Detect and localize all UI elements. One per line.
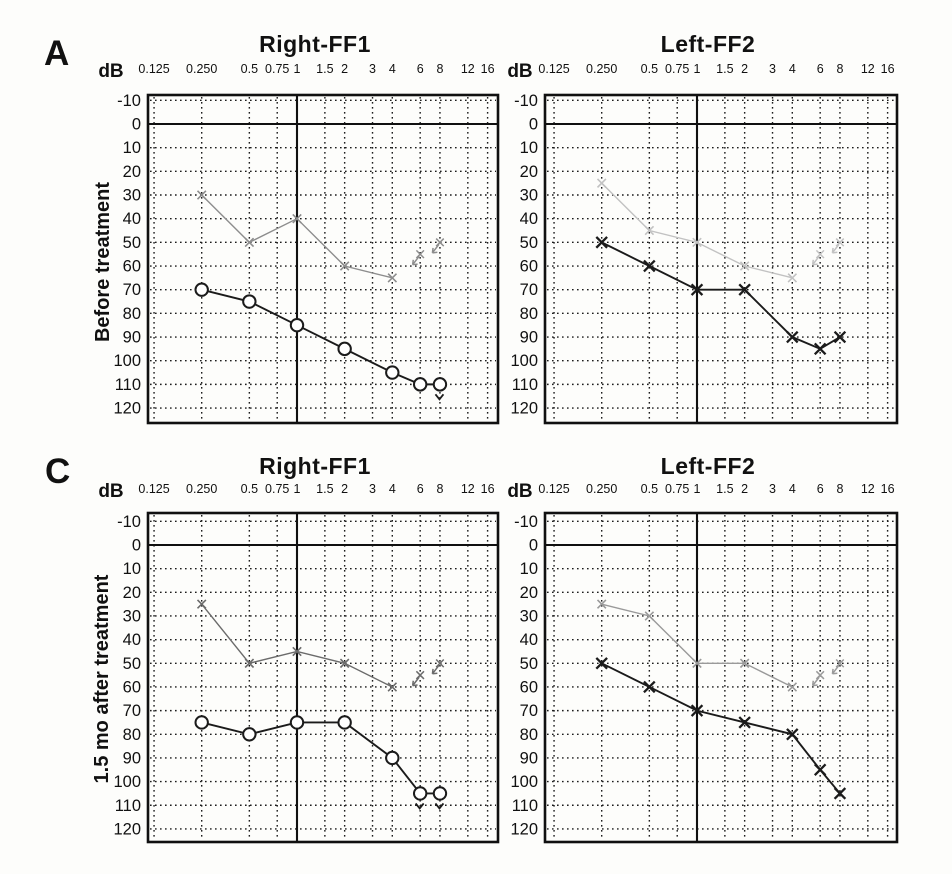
freq-tick-label: 2 (741, 62, 749, 76)
db-tick-label: 90 (122, 749, 141, 768)
circle-marker (196, 716, 208, 728)
freq-tick-label: 0.75 (665, 62, 690, 76)
db-tick-label: 60 (519, 257, 538, 276)
freq-tick-label: 0.75 (265, 482, 290, 496)
db-tick-label: 40 (519, 210, 538, 229)
freq-tick-label: 0.75 (665, 482, 690, 496)
db-tick-label: 10 (519, 139, 538, 158)
panel-title-a-right: Right-FF1 (259, 31, 371, 57)
panel-a-right-ff1 (113, 62, 498, 423)
freq-tick-label: 0.125 (538, 482, 570, 496)
freq-tick-label: 1.5 (316, 482, 334, 496)
db-tick-label: 50 (122, 233, 141, 252)
freq-tick-label: 0.5 (640, 482, 659, 496)
freq-tick-label: 4 (788, 482, 796, 496)
db-tick-label: 40 (122, 210, 141, 229)
freq-tick-label: 0.250 (186, 482, 218, 496)
freq-tick-label: 0.5 (640, 62, 659, 76)
db-tick-label: 100 (113, 773, 141, 792)
db-tick-label: 90 (519, 328, 538, 347)
db-tick-label: 0 (528, 115, 538, 134)
freq-tick-label: 2 (341, 62, 349, 76)
freq-tick-label: 0.5 (240, 482, 259, 496)
series-line-black-X-curve (602, 663, 840, 793)
db-tick-label: 20 (519, 583, 538, 602)
db-tick-label: 30 (122, 607, 141, 626)
db-tick-label: 80 (519, 725, 538, 744)
circle-marker (414, 787, 426, 799)
circle-marker (196, 283, 208, 295)
freq-tick-label: 12 (860, 482, 875, 496)
db-tick-label: 0 (131, 115, 141, 134)
panel-letter-a: A (44, 34, 70, 73)
db-tick-label: 10 (122, 139, 141, 158)
db-tick-label: 100 (510, 773, 538, 792)
db-tick-label: 10 (122, 560, 141, 579)
db-tick-label: 80 (519, 304, 538, 323)
db-tick-label: 90 (122, 328, 141, 347)
freq-tick-label: 1 (693, 482, 701, 496)
circle-marker (243, 728, 255, 740)
db-tick-label: 110 (511, 796, 538, 815)
db-tick-label: 20 (122, 162, 141, 181)
db-tick-label: 30 (519, 186, 538, 205)
circle-marker (338, 343, 350, 355)
scale-out-mark (832, 660, 843, 674)
scale-out-mark (432, 660, 443, 674)
db-tick-label: -10 (117, 91, 141, 110)
db-axis-label: dB (507, 61, 533, 82)
freq-tick-label: 0.75 (265, 62, 290, 76)
circle-marker (243, 295, 255, 307)
row-label-before-treatment: Before treatment (92, 181, 114, 343)
freq-tick-label: 0.250 (586, 62, 618, 76)
db-axis-label: dB (507, 481, 533, 502)
db-tick-label: 0 (131, 536, 141, 555)
freq-tick-label: 3 (769, 62, 776, 76)
freq-tick-label: 16 (480, 482, 495, 496)
freq-tick-label: 4 (788, 62, 796, 76)
db-tick-label: 120 (510, 820, 538, 839)
db-tick-label: 30 (519, 607, 538, 626)
freq-tick-label: 4 (388, 482, 396, 496)
row-label-after-treatment: 1.5 mo after treatment (91, 574, 113, 784)
db-tick-label: -10 (117, 512, 141, 531)
db-axis-label: dB (98, 61, 124, 82)
freq-tick-label: 0.125 (138, 482, 170, 496)
freq-tick-label: 12 (860, 62, 875, 76)
freq-tick-label: 8 (836, 482, 844, 496)
db-tick-label: 70 (122, 702, 141, 721)
db-tick-label: 50 (519, 654, 538, 673)
db-tick-label: 20 (122, 583, 141, 602)
series-line-black-circle-curve (202, 290, 440, 385)
freq-tick-label: 1 (293, 482, 301, 496)
db-tick-label: 40 (519, 631, 538, 650)
freq-tick-label: 0.250 (186, 62, 218, 76)
db-axis-label: dB (98, 481, 124, 502)
db-tick-label: 10 (519, 560, 538, 579)
db-tick-label: 80 (122, 304, 141, 323)
panel-title-a-left: Left-FF2 (660, 31, 756, 57)
scale-out-mark (832, 239, 843, 253)
db-tick-label: 120 (113, 399, 141, 418)
panel-title-c-left: Left-FF2 (660, 453, 756, 479)
scale-out-mark (432, 239, 443, 253)
circle-marker (386, 366, 398, 378)
freq-tick-label: 6 (416, 62, 424, 76)
db-tick-label: 120 (510, 399, 538, 418)
series-line-black-X-curve (602, 242, 840, 349)
freq-tick-label: 0.125 (538, 62, 570, 76)
db-tick-label: 60 (519, 678, 538, 697)
freq-tick-label: 0.125 (138, 62, 170, 76)
freq-tick-label: 0.5 (240, 62, 259, 76)
freq-tick-label: 6 (816, 482, 824, 496)
db-tick-label: 110 (114, 375, 141, 394)
circle-marker (386, 752, 398, 764)
db-tick-label: 80 (122, 725, 141, 744)
db-tick-label: 40 (122, 631, 141, 650)
db-tick-label: 30 (122, 186, 141, 205)
db-tick-label: 110 (511, 375, 538, 394)
db-tick-label: 110 (114, 796, 141, 815)
freq-tick-label: 3 (369, 482, 377, 496)
db-tick-label: 60 (122, 678, 141, 697)
freq-tick-label: 12 (460, 62, 475, 76)
panel-frame (545, 95, 897, 423)
db-tick-label: 70 (519, 281, 538, 300)
scale-out-mark (413, 671, 424, 685)
freq-tick-label: 8 (836, 62, 844, 76)
db-tick-label: -10 (514, 512, 538, 531)
db-tick-label: 50 (519, 233, 538, 252)
freq-tick-label: 16 (880, 62, 895, 76)
db-tick-label: 70 (122, 281, 141, 300)
panel-frame (545, 513, 897, 842)
scale-out-mark (813, 250, 824, 264)
freq-tick-label: 8 (436, 482, 444, 496)
panel-a-left-ff2 (510, 62, 897, 423)
panel-title-c-right: Right-FF1 (259, 453, 371, 479)
freq-tick-label: 6 (416, 482, 424, 496)
circle-marker (414, 378, 426, 390)
no-response-down-arrow (435, 394, 443, 399)
panel-c-left-ff2 (510, 482, 897, 842)
db-tick-label: 100 (510, 352, 538, 371)
db-tick-label: 120 (113, 820, 141, 839)
circle-marker (338, 716, 350, 728)
freq-tick-label: 0.250 (586, 482, 618, 496)
freq-tick-label: 16 (480, 62, 495, 76)
freq-tick-label: 2 (741, 482, 749, 496)
circle-marker (434, 378, 446, 390)
db-tick-label: -10 (514, 91, 538, 110)
db-tick-label: 90 (519, 749, 538, 768)
freq-tick-label: 2 (341, 482, 349, 496)
db-tick-label: 50 (122, 654, 141, 673)
db-tick-label: 60 (122, 257, 141, 276)
circle-marker (291, 716, 303, 728)
freq-tick-label: 12 (460, 482, 475, 496)
freq-tick-label: 3 (769, 482, 776, 496)
freq-tick-label: 1.5 (316, 62, 334, 76)
freq-tick-label: 3 (369, 62, 377, 76)
scale-out-mark (813, 671, 824, 685)
db-tick-label: 0 (528, 536, 538, 555)
panel-frame (148, 95, 498, 423)
freq-tick-label: 1.5 (716, 482, 734, 496)
freq-tick-label: 1 (293, 62, 301, 76)
freq-tick-label: 4 (388, 62, 396, 76)
freq-tick-label: 16 (880, 482, 895, 496)
freq-tick-label: 1 (693, 62, 701, 76)
freq-tick-label: 1.5 (716, 62, 734, 76)
freq-tick-label: 6 (816, 62, 824, 76)
db-tick-label: 100 (113, 352, 141, 371)
circle-marker (434, 787, 446, 799)
freq-tick-label: 8 (436, 62, 444, 76)
db-tick-label: 20 (519, 162, 538, 181)
db-tick-label: 70 (519, 702, 538, 721)
panel-letter-c: C (45, 452, 71, 491)
panel-c-right-ff1 (113, 482, 498, 842)
circle-marker (291, 319, 303, 331)
scale-out-mark (413, 250, 424, 264)
